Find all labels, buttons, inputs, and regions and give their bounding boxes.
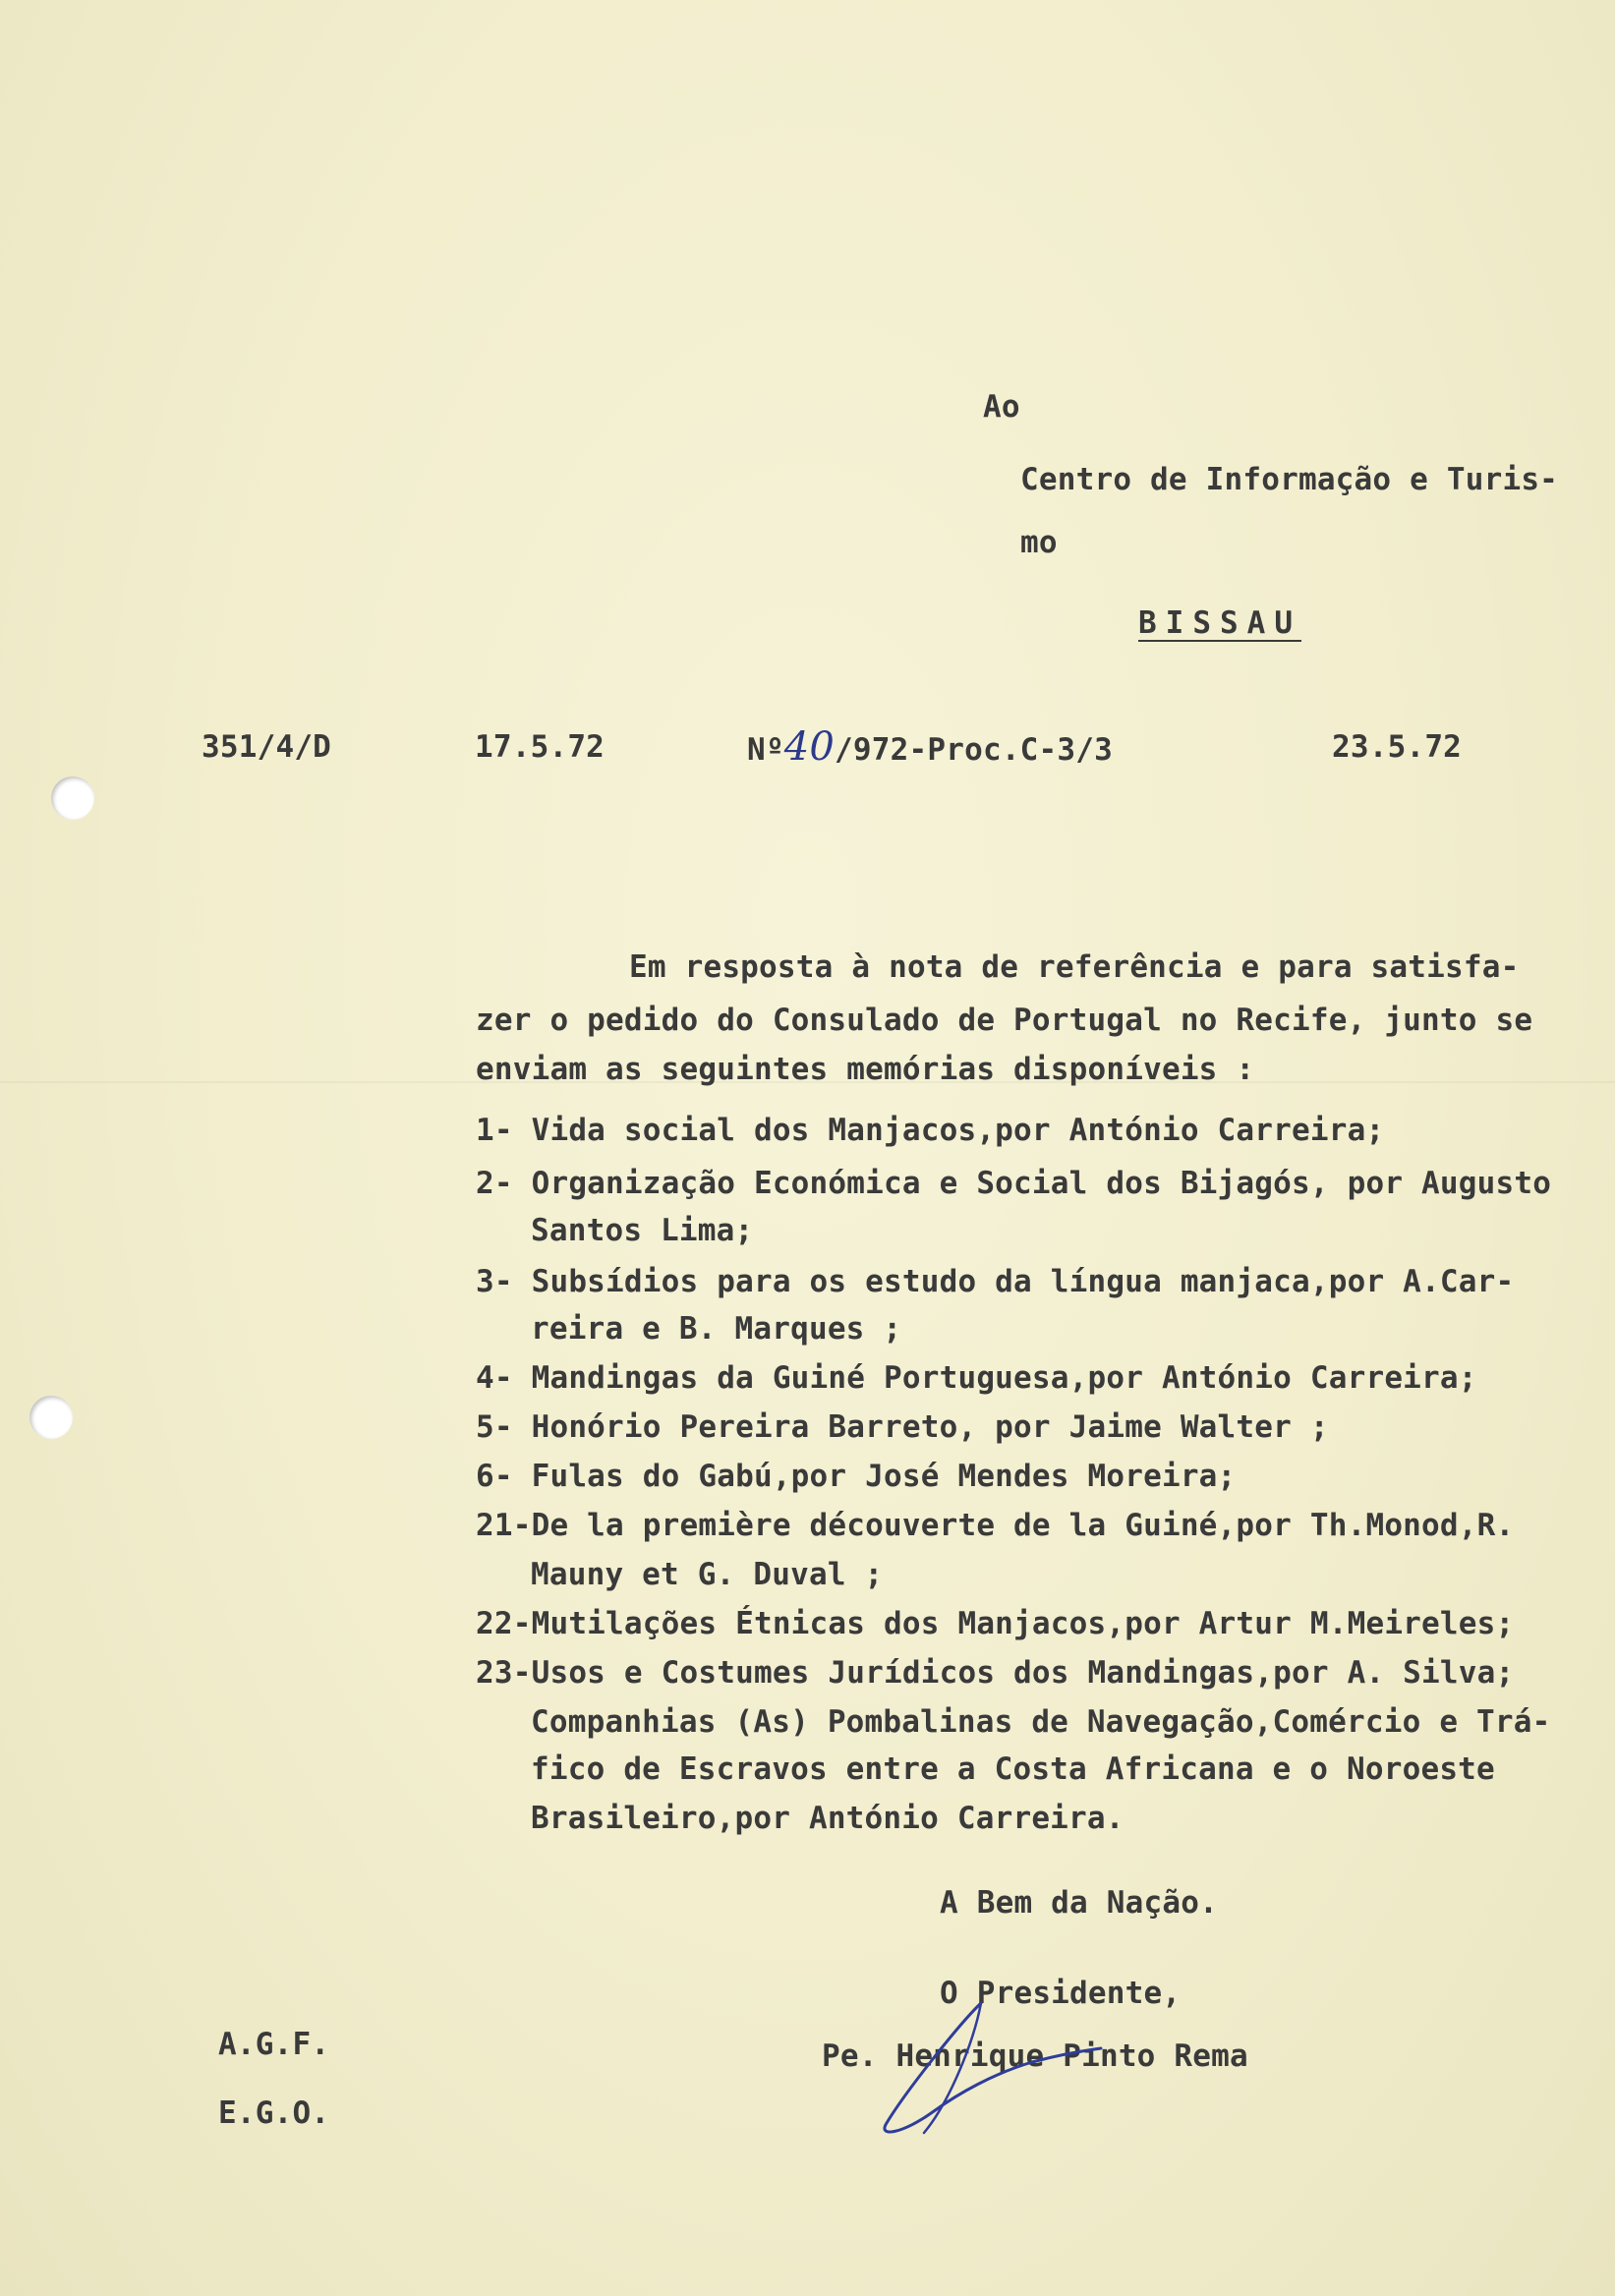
body-line-3: enviam as seguintes memórias disponíveis : (476, 1052, 1255, 1087)
body-line-2: zer o pedido do Consulado de Portugal no Recife, junto se (476, 1003, 1533, 1038)
body-line-1: Em resposta à nota de referência e para satisfa- (629, 949, 1520, 985)
reference-code: 351/4/D (202, 729, 332, 765)
list-item-23: 23-Usos e Costumes Jurídicos dos Mandingas,por A. Silva; (476, 1655, 1515, 1691)
list-item-3: 3- Subsídios para os estudo da língua manjaca,por A.Car- (476, 1264, 1515, 1299)
handwritten-number: 40 (783, 724, 836, 770)
list-item-3-cont: reira e B. Marques ; (531, 1311, 902, 1347)
reference-date: 17.5.72 (475, 729, 606, 765)
initials-line-2: E.G.O. (218, 2095, 330, 2131)
document-date: 23.5.72 (1332, 729, 1463, 765)
addressee-org-line2: mo (1020, 525, 1058, 560)
list-item-21: 21-De la première découverte de la Guiné,por Th.Monod,R. (476, 1508, 1515, 1543)
number-prefix: Nº (747, 732, 784, 768)
list-item-1: 1- Vida social dos Manjacos,por António Carreira; (476, 1113, 1385, 1148)
list-item-23-cont-3: Brasileiro,por António Carreira. (531, 1801, 1125, 1836)
signatory-name: Pe. Henrique Pinto Rema (822, 2038, 1248, 2074)
signatory-title: O Presidente, (940, 1976, 1182, 2011)
list-item-2: 2- Organização Económica e Social dos Bijagós, por Augusto (476, 1166, 1552, 1201)
punch-hole-bottom (29, 1396, 73, 1439)
list-item-4: 4- Mandingas da Guiné Portuguesa,por António Carreira; (476, 1360, 1477, 1396)
list-item-2-cont: Santos Lima; (531, 1213, 754, 1248)
punch-hole-top (51, 776, 94, 820)
list-item-23-cont-1: Companhias (As) Pombalinas de Navegação,Comércio e Trá- (531, 1704, 1551, 1740)
list-item-5: 5- Honório Pereira Barreto, por Jaime Walter ; (476, 1409, 1329, 1445)
salutation: Ao (983, 389, 1020, 425)
reference-number (747, 724, 1114, 770)
addressee-city: BISSAU (1138, 605, 1301, 641)
closing: A Bem da Nação. (940, 1885, 1218, 1921)
list-item-23-cont-2: fico de Escravos entre a Costa Africana e o Noroeste (531, 1751, 1495, 1787)
initials-line-1: A.G.F. (218, 2027, 330, 2062)
handwritten-signature (865, 1985, 1160, 2143)
number-suffix: /972-Proc.C-3/3 (835, 732, 1114, 768)
list-item-21-cont: Mauny et G. Duval ; (531, 1557, 884, 1592)
list-item-22: 22-Mutilações Étnicas dos Manjacos,por Artur M.Meireles; (476, 1606, 1515, 1641)
addressee-org-line1: Centro de Informação e Turis- (1020, 462, 1559, 497)
list-item-6: 6- Fulas do Gabú,por José Mendes Moreira; (476, 1459, 1237, 1494)
